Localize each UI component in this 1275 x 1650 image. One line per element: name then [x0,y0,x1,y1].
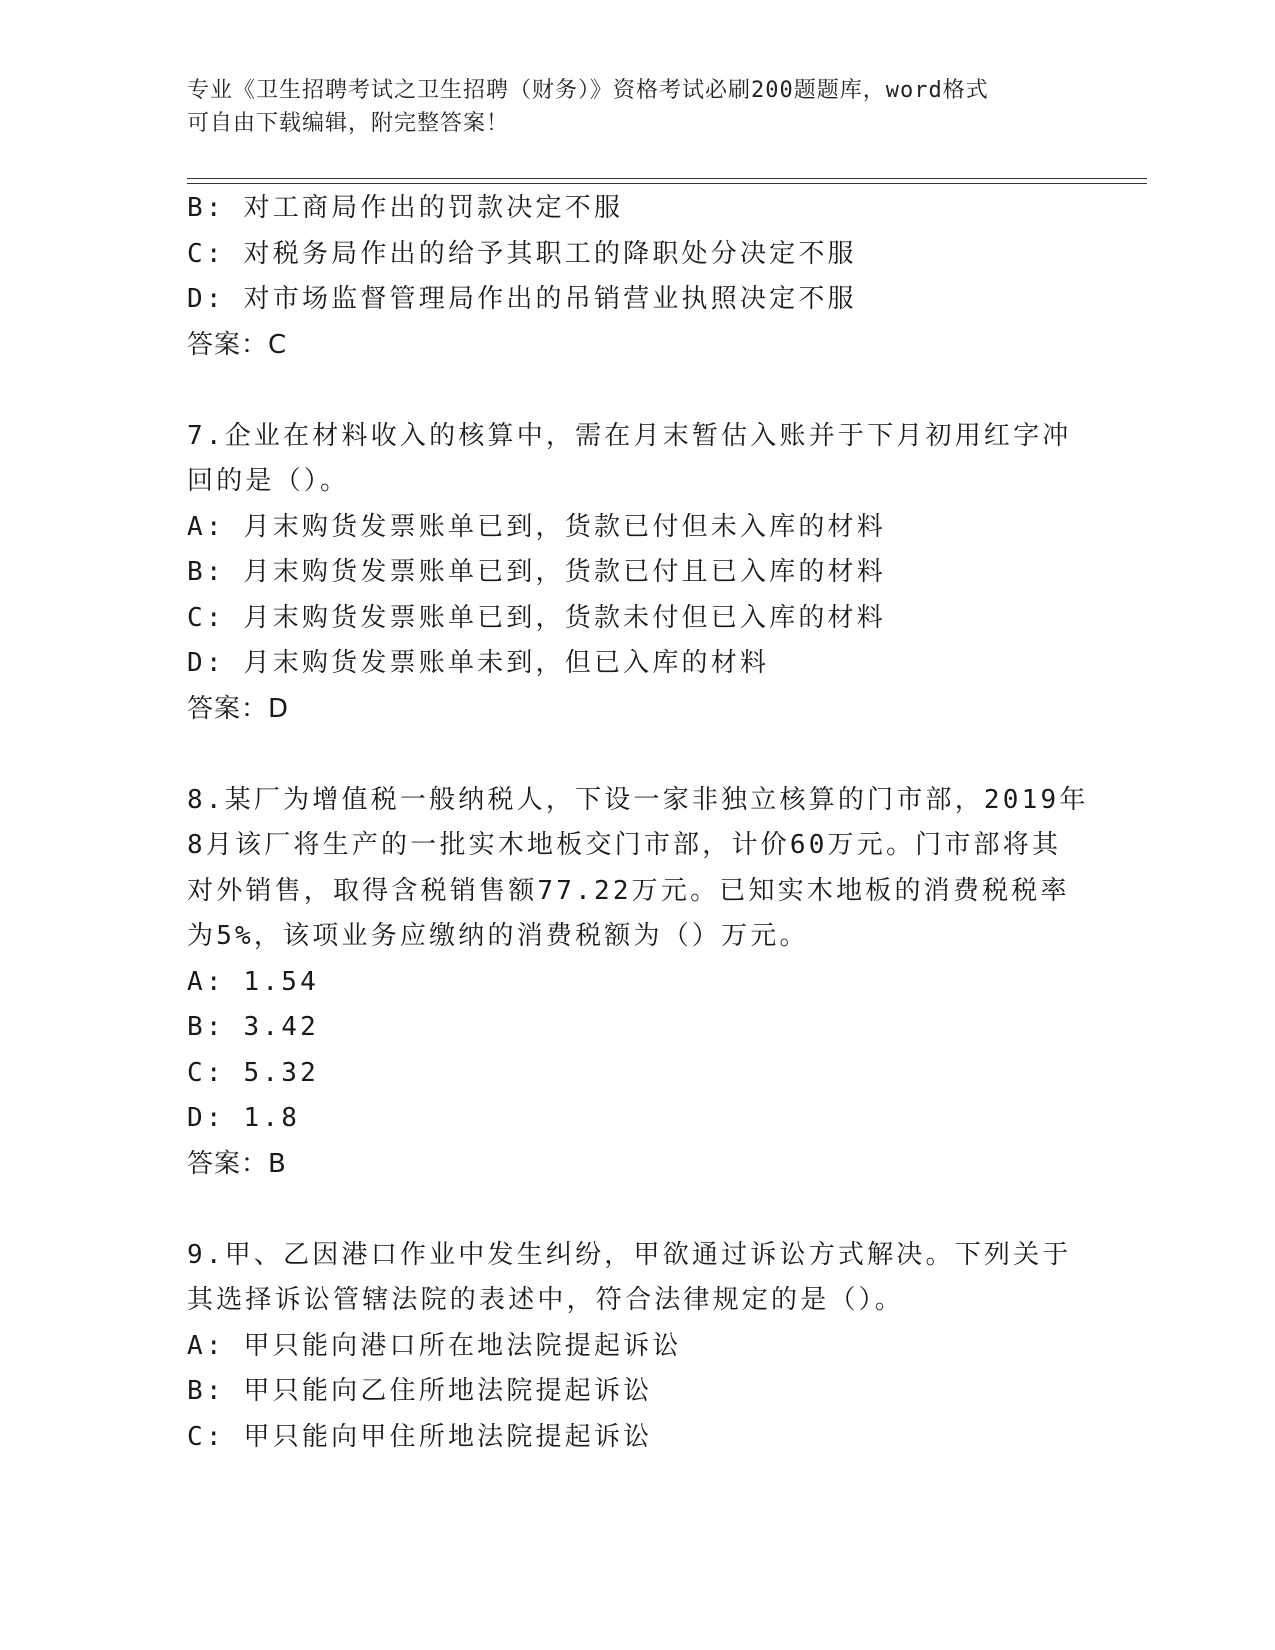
question-stem-line: 7.企业在材料收入的核算中，需在月末暂估入账并于下月初用红字冲 [187,420,1072,451]
answer-line: 答案：B [187,1148,287,1179]
document-header [187,74,1067,140]
option-c: C: 对税务局作出的给予其职工的降职处分决定不服 [187,238,857,269]
question-stem-line: 8.某厂为增值税一般纳税人，下设一家非独立核算的门市部，2019年 [187,784,1089,815]
header-divider-bottom [187,183,1147,184]
question-stem-line: 对外销售，取得含税销售额77.22万元。已知实木地板的消费税税率 [187,875,1070,906]
question-9 [187,1233,1087,1461]
option-c: C: 5.32 [187,1057,319,1088]
spacer [187,732,1087,778]
question-8 [187,778,1087,1188]
option-b: B: 对工商局作出的罚款决定不服 [187,193,624,223]
option-a: A: 甲只能向港口所在地法院提起诉讼 [187,1330,682,1361]
question-stem-line: 为5%，该项业务应缴纳的消费税额为（）万元。 [187,921,809,951]
option-a: A: 1.54 [187,966,319,997]
option-d: D: 对市场监督管理局作出的吊销营业执照决定不服 [187,284,857,314]
question-stem-line: 回的是（）。 [187,466,350,496]
header-line-1: 专业《卫生招聘考试之卫生招聘（财务）》资格考试必刷200题题库，word格式 [187,78,989,103]
option-d: D: 月末购货发票账单未到，但已入库的材料 [187,648,770,678]
option-b: B: 3.42 [187,1012,319,1042]
question-6-continuation [187,186,1087,368]
question-stem-line: 8月该厂将生产的一批实木地板交门市部，计价60万元。门市部将其 [187,830,1062,860]
question-stem-line: 其选择诉讼管辖法院的表述中，符合法律规定的是（）。 [187,1285,905,1315]
question-stem-line: 9.甲、乙因港口作业中发生纠纷，甲欲通过诉讼方式解决。下列关于 [187,1239,1072,1270]
spacer [187,1187,1087,1233]
answer-line: 答案：C [187,329,288,360]
spacer [187,368,1087,414]
answer-line: 答案：D [187,693,290,724]
option-c: C: 月末购货发票账单已到，货款未付但已入库的材料 [187,602,886,633]
option-b: B: 甲只能向乙住所地法院提起诉讼 [187,1376,653,1406]
header-line-2: 可自由下载编辑，附完整答案！ [187,111,510,136]
option-b: B: 月末购货发票账单已到，货款已付且已入库的材料 [187,557,886,587]
question-list [187,186,1087,1460]
option-a: A: 月末购货发票账单已到，货款已付但未入库的材料 [187,511,886,542]
option-d: D: 1.8 [187,1103,301,1133]
option-c: C: 甲只能向甲住所地法院提起诉讼 [187,1421,653,1452]
question-7 [187,414,1087,733]
header-divider-top [187,178,1147,179]
